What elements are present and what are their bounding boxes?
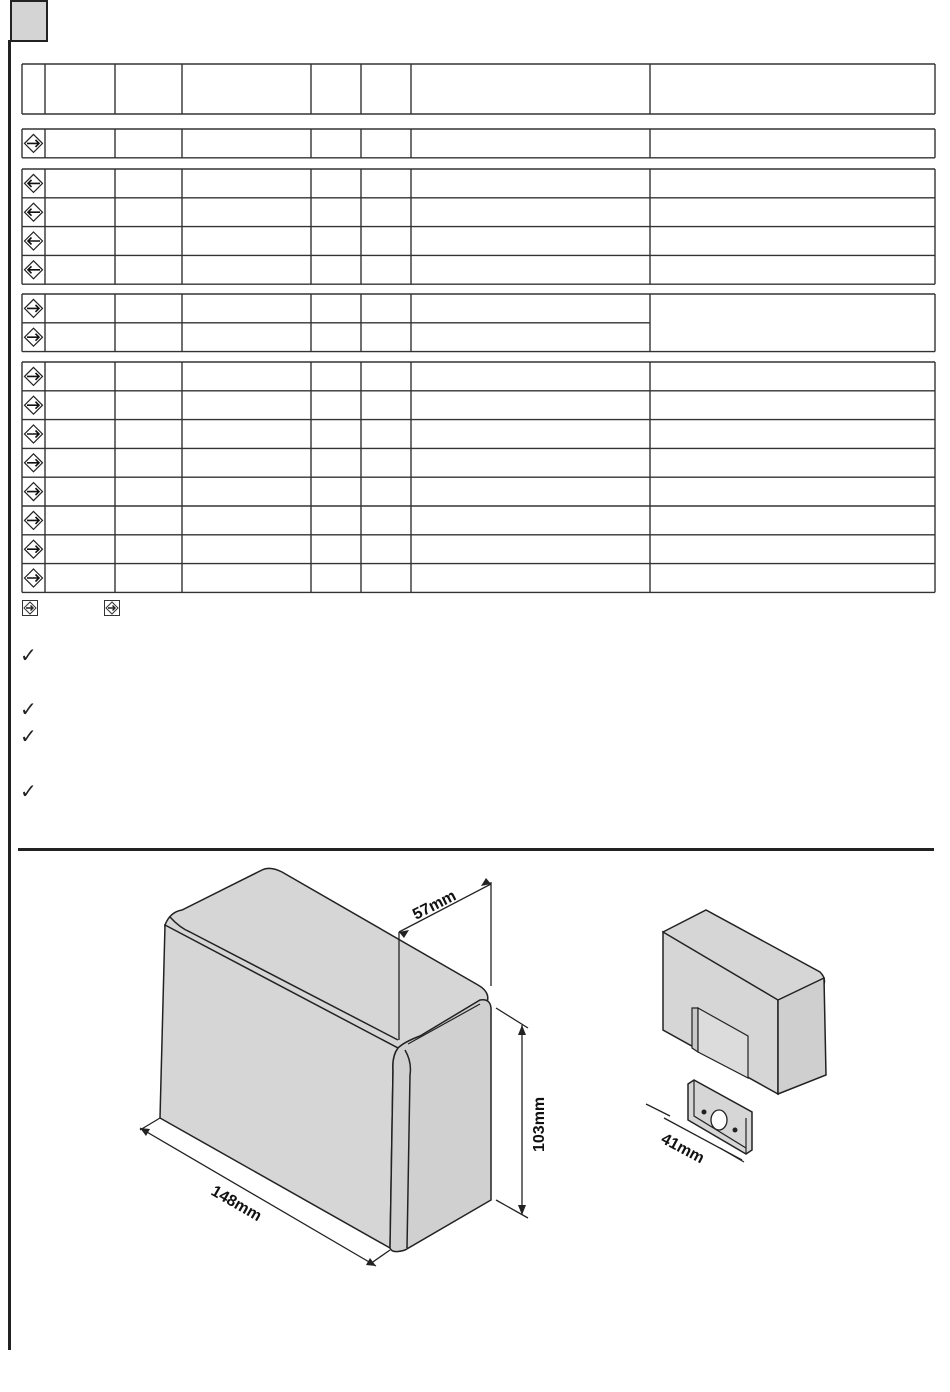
arrow-out-icon xyxy=(25,511,43,529)
arrow-out-icon xyxy=(25,396,43,414)
check-mark: ✓ xyxy=(20,645,37,667)
arrow-out-icon xyxy=(25,540,43,558)
arrow-out-icon xyxy=(25,483,43,501)
arrow-in-icon xyxy=(25,174,43,192)
arrow-in-icon xyxy=(25,261,43,279)
arrow-out-icon xyxy=(25,328,43,346)
check-mark: ✓ xyxy=(20,699,37,721)
arrow-out-icon xyxy=(25,454,43,472)
check-mark: ✓ xyxy=(20,781,37,803)
arrow-out-icon xyxy=(25,367,43,385)
spec-table xyxy=(0,0,950,620)
legend-input-icon xyxy=(104,600,120,616)
check-mark: ✓ xyxy=(20,726,37,748)
arrow-in-icon xyxy=(25,232,43,250)
dim-width-label: 148mm xyxy=(208,1182,265,1226)
arrow-out-icon xyxy=(25,134,43,152)
dim-depth-label: 57mm xyxy=(410,887,460,924)
arrow-out-icon xyxy=(25,299,43,317)
arrow-out-icon xyxy=(25,425,43,443)
arrow-in-icon xyxy=(25,203,43,221)
enclosure-drawing xyxy=(0,852,950,1392)
section-divider xyxy=(18,848,934,851)
legend-output-icon xyxy=(22,600,38,616)
dim-height-label: 103mm xyxy=(531,1096,548,1152)
arrow-out-icon xyxy=(25,569,43,587)
dim-bracket-label: 41mm xyxy=(658,1130,707,1168)
